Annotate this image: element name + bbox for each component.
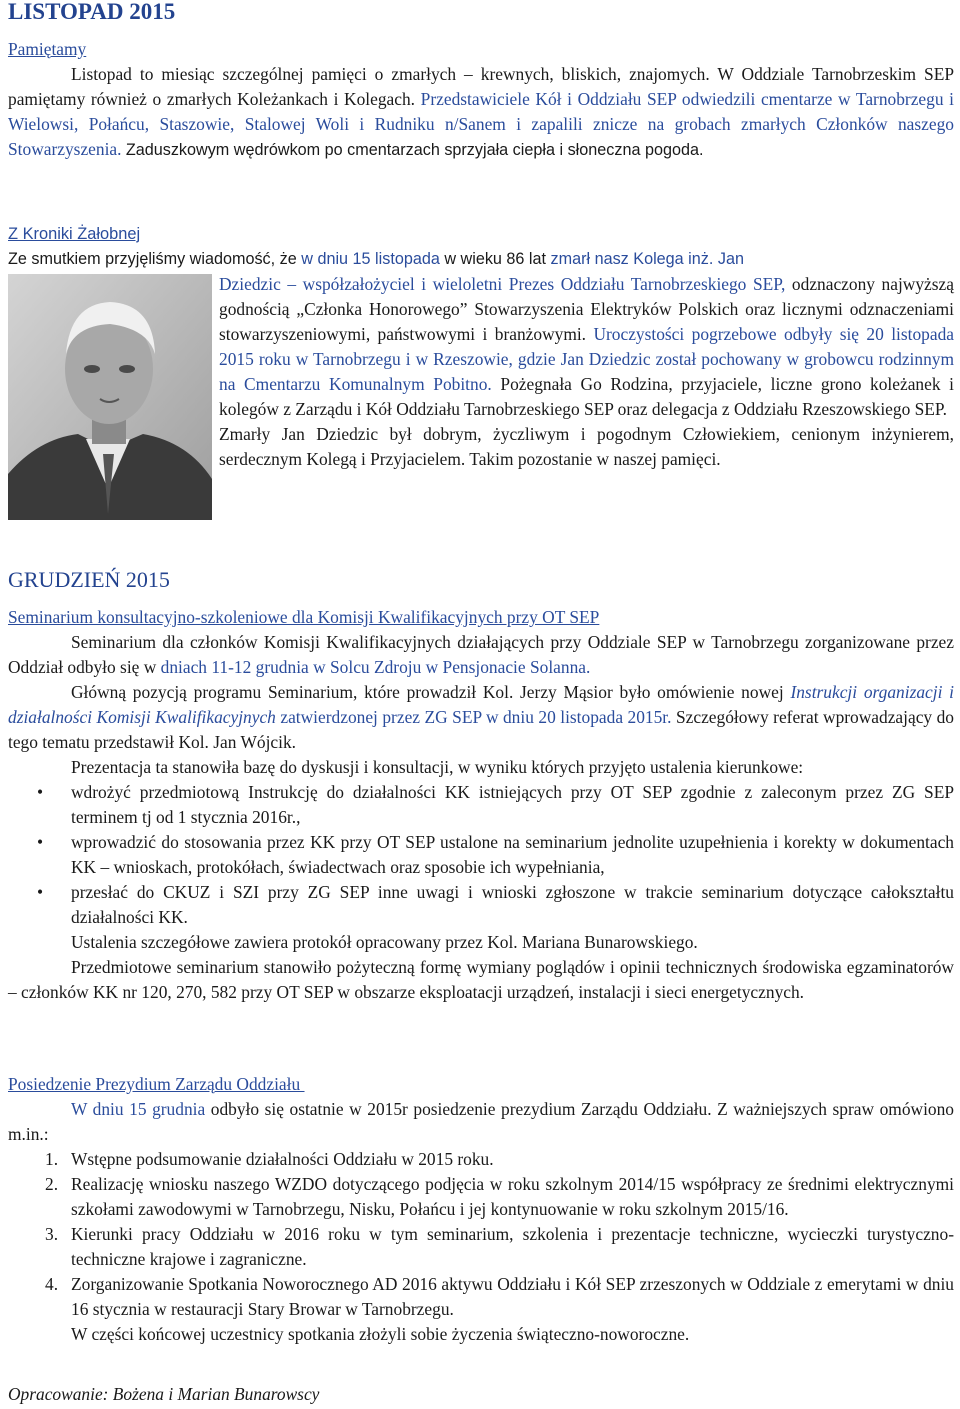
section-prezydium — [8, 1072, 954, 1347]
list-item — [8, 1222, 954, 1272]
obituary-paragraph — [219, 272, 954, 422]
obituary-text-3: Uroczystości pogrzebowe odbyły się 20 listopada 2015 roku w Tarnobrzegu i w Rzeszowie, gdzie Jan Dziedzic został pochowany w grobowcu rodzinnym na Cmentarzu Komunalnym Pobitno. — [219, 324, 954, 394]
section-pamietamy — [8, 37, 954, 163]
section-heading-kronika: Z Kroniki Żałobnej — [8, 225, 141, 243]
month-title-december: GRUDZIEŃ 2015 — [8, 567, 170, 592]
seminar-paragraph-4: Ustalenia szczegółowe zawiera protokół opracowany przez Kol. Mariana Bunarowskiego. — [71, 932, 698, 952]
list-number: 1. — [45, 1149, 59, 1169]
seminar-paragraph-3: Prezentacja ta stanowiła bazę do dyskusji i konsultacji, w wyniku których przyjęto ustalenia kierunkowe: — [71, 757, 804, 777]
list-item: • wprowadzić do stosowania przez KK przy OT SEP ustalone na seminarium jednolite uzupełnienia i korekty w dokumentach KK – wnioskach, protokółach, świadectwach oraz sposobie ich wypełniania, — [37, 832, 954, 877]
pamietamy-text-2: Przedstawiciele Kół i Oddziału SEP odwiedzili cmentarze w Tarnobrzegu i Wielowsi, Połańcu, Staszowie, Stalowej Woli i Rudniku n/Sanem i zapalili znicze na grobach zmarłych Członków naszego Stowarzyszenia. — [8, 89, 954, 159]
list-number: 2. — [45, 1174, 59, 1194]
list-item: • wdrożyć przedmiotową Instrukcję do działalności KK istniejących przy OT SEP zgodnie z zaleconym przez ZG SEP terminem tj od 1 stycznia 2016r., — [37, 782, 954, 827]
seminar-paragraph-1 — [8, 630, 954, 680]
seminar-bullet-list — [8, 780, 954, 930]
section-heading-seminar: Seminarium konsultacyjno-szkoleniowe dla Komisji Kwalifikacyjnych przy OT SEP — [8, 607, 600, 627]
month-title-november: LISTOPAD 2015 — [8, 0, 176, 24]
list-item-text: Zorganizowanie Spotkania Noworocznego AD 2016 aktywu Oddziału i Kół SEP zrzeszonych w Oddziale z emerytami w dniu 16 stycznia w restauracji Stary Browar w Tarnobrzegu. — [71, 1274, 954, 1319]
prezydium-date: W dniu 15 grudnia — [71, 1099, 206, 1119]
section-heading-prezydium: Posiedzenie Prezydium Zarządu Oddziału — [8, 1074, 305, 1094]
list-item — [8, 1172, 954, 1222]
bullet-text: wdrożyć przedmiotową Instrukcję do działalności KK istniejących przy OT SEP zgodnie z zaleconym przez ZG SEP terminem tj od 1 stycznia 2016r., — [71, 782, 954, 827]
seminar-text-2a: Główną pozycją programu Seminarium, które prowadził Kol. Jerzy Mąsior było omówienie nowej — [71, 682, 791, 702]
paragraph-pamietamy — [8, 62, 954, 163]
bullet-text: przesłać do CKUZ i SZI przy ZG SEP inne uwagi i wnioski zgłoszone w trakcie seminarium dotyczące całokształtu działalności KK. — [71, 882, 954, 927]
prezydium-paragraph-1 — [8, 1097, 954, 1147]
obituary-text — [219, 272, 954, 472]
seminar-paragraph-5: Przedmiotowe seminarium stanowiło pożyteczną formę wymiany poglądów i opinii technicznych środowiska egzaminatorów – członków KK nr 120, 270, 582 przy OT SEP w obszarze eksploatacji urządzeń, instalacji i sieci energetycznych. — [8, 957, 954, 1002]
kronika-intro-4: zmarł nasz Kolega inż. Jan — [550, 250, 744, 268]
seminar-text-1a: Seminarium dla członków Komisji Kwalifikacyjnych działających przy Oddziale SEP w Tarnobrzegu zorganizowane przez Oddział odbyło się w — [8, 632, 954, 677]
prezydium-text-1b: odbyło się ostatnie w 2015r posiedzenie prezydium Zarządu Oddziału. Z ważniejszych spraw omówiono m.in.: — [8, 1099, 954, 1144]
obituary-text-1: Dziedzic – współzałożyciel i wieloletni Prezes Oddziału Tarnobrzeskiego SEP, — [219, 274, 786, 294]
list-number: 3. — [45, 1224, 59, 1244]
pamietamy-text-3: Zaduszkowym wędrówkom po cmentarzach sprzyjała ciepła i słoneczna pogoda. — [125, 141, 704, 159]
list-number: 4. — [45, 1274, 59, 1294]
seminar-instruction-title: Instrukcji organizacji i działalności Komisji Kwalifikacyjnych — [8, 682, 954, 727]
section-seminar — [8, 605, 954, 1005]
kronika-intro-1: Ze smutkiem przyjęliśmy wiadomość, że — [8, 250, 302, 268]
list-item-text: Realizację wniosku naszego WZDO dotyczącego podjęcia w roku szkolnym 2014/15 współpracy ze średnimi elektrycznymi szkołami zawodowymi w Tarnobrzegu, Nisku, Połańcu i jej kontynuowanie w roku szkolnym 2015/16. — [71, 1174, 954, 1219]
section-kronika — [8, 222, 954, 272]
seminar-text-2c: zatwierdzonej przez ZG SEP w dniu 20 listopada 2015r. — [275, 707, 672, 727]
kronika-intro — [8, 247, 954, 272]
bullet-text: wprowadzić do stosowania przez KK przy OT SEP ustalone na seminarium jednolite uzupełnienia i korekty w dokumentach KK – wnioskach, protokółach, świadectwach oraz sposobie ich wypełniania, — [71, 832, 954, 877]
prezydium-paragraph-2: W części końcowej uczestnicy spotkania złożyli sobie życzenia świąteczno-noworoczne. — [71, 1324, 690, 1344]
list-item — [8, 1272, 954, 1322]
list-item — [8, 1147, 954, 1172]
footer-authors: Opracowanie: Bożena i Marian Bunarowscy — [8, 1384, 320, 1404]
list-item-text: Kierunki pracy Oddziału w 2016 roku w tym seminarium, szkolenia i prezentacje techniczne, wycieczki turystyczno-techniczne krajowe i zagraniczne. — [71, 1224, 954, 1269]
prezydium-numbered-list — [8, 1147, 954, 1322]
list-item-text: Wstępne podsumowanie działalności Oddziału w 2015 roku. — [71, 1149, 494, 1169]
obituary-text-2: odznaczony najwyższą godnością „Członka Honorowego” Stowarzyszenia Elektryków Polskich oraz licznymi odznaczeniami stowarzyszeniowymi, państwowymi i branżowymi. — [219, 274, 954, 344]
portrait-image — [8, 274, 212, 520]
pamietamy-text-1: Listopad to miesiąc szczególnej pamięci o zmarłych – krewnych, bliskich, znajomych. W Oddziale Tarnobrzeskim SEP pamiętamy również o zmarłych Koleżankach i Kolegach. — [8, 64, 954, 109]
seminar-text-2d: Szczegółowy referat wprowadzający do tego tematu przedstawił Kol. Jan Wójcik. — [8, 707, 954, 752]
section-heading-pamietamy: Pamiętamy — [8, 39, 87, 59]
obituary-text-4: Pożegnała Go Rodzina, przyjaciele, liczne grono koleżanek i kolegów z Zarządu i Kół Oddziału Tarnobrzeskiego SEP oraz delegacja z Oddziału Rzeszowskiego SEP. — [219, 374, 955, 419]
obituary-closing: Zmarły Jan Dziedzic był dobrym, życzliwym i pogodnym Człowiekiem, cenionym inżynierem, serdecznym Kolegą i Przyjacielem. Takim pozostanie w naszej pamięci. — [219, 424, 954, 469]
kronika-intro-3: w wieku 86 lat — [439, 250, 551, 268]
portrait-photo — [8, 274, 212, 520]
kronika-date: w dniu 15 listopada — [301, 250, 440, 268]
list-item: • przesłać do CKUZ i SZI przy ZG SEP inne uwagi i wnioski zgłoszone w trakcie seminarium dotyczące całokształtu działalności KK. — [37, 882, 954, 927]
seminar-dates: dniach 11-12 grudnia w Solcu Zdroju w Pensjonacie Solanna. — [160, 657, 591, 677]
seminar-paragraph-2 — [8, 680, 954, 755]
